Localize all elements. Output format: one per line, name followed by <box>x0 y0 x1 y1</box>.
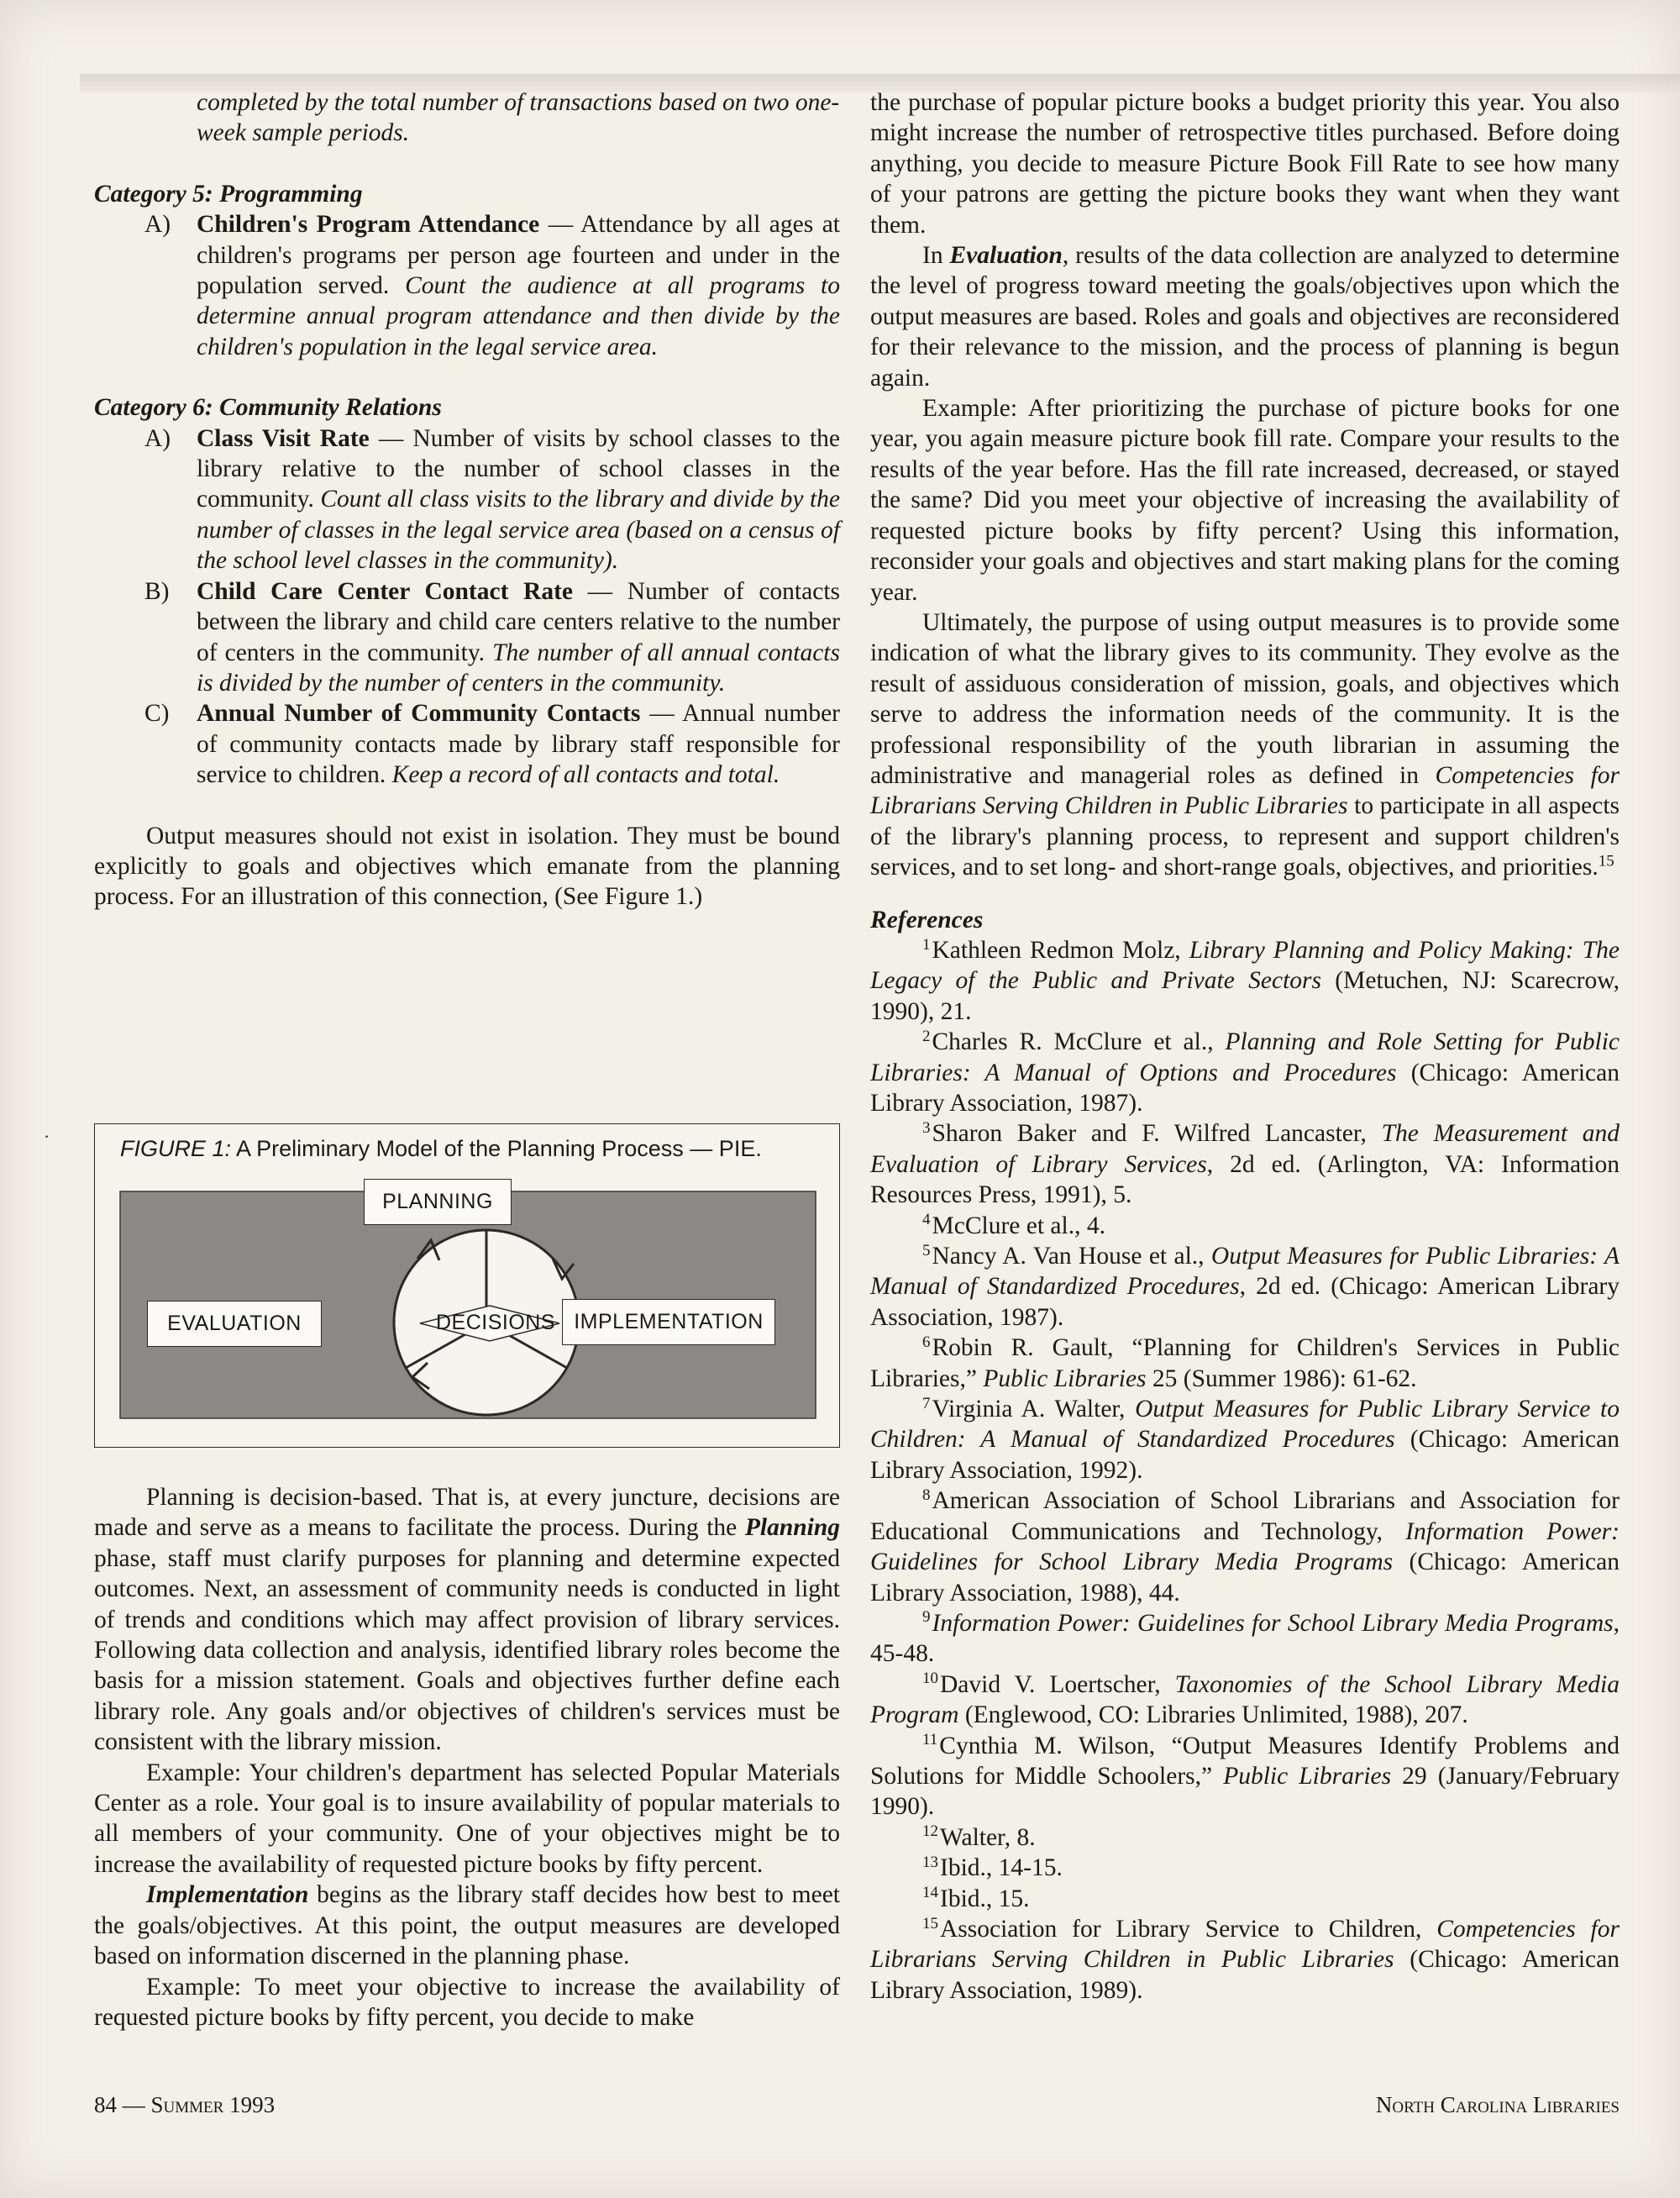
reference-text: David V. Loertscher, <box>940 1670 1175 1698</box>
evaluation-text: , results of the data collection are analyzed to determine the level of progress toward meeting the goals/objectives upon which the output measures are based. Roles and goals and objectives are reconsidered for their relevance to the mission, and the process of planning is begun again. <box>870 242 1620 392</box>
reference-text: Charles R. McClure et al., <box>932 1028 1226 1056</box>
item-desc: — Number of contacts between the library and child care centers relative to the number of centers in the community. <box>197 577 840 666</box>
item-letter: B) <box>144 577 170 605</box>
reference-title: Library Planning and Policy Making: The Legacy of the Public and Private Sectors <box>870 936 1620 995</box>
reference-item <box>870 1485 1620 1608</box>
reference-details: (Chicago: American Library Association, 1987). <box>870 1059 1620 1117</box>
implementation-term: Implementation <box>146 1881 309 1909</box>
intro-continuation: completed by the total number of transactions based on two one-week sample periods. <box>197 89 840 147</box>
reference-number: 11 <box>922 1731 938 1749</box>
reference-title: Taxonomies of the School Library Media Program <box>870 1670 1620 1729</box>
evaluation-pre: In <box>922 242 950 270</box>
item-title: Class Visit Rate <box>197 424 370 452</box>
journal-title: North Carolina Libraries <box>1375 2092 1620 2117</box>
reference-number: 1 <box>922 935 931 954</box>
reference-item <box>870 1333 1620 1394</box>
item-title: Children's Program Attendance <box>197 211 540 239</box>
reference-details: , 45-48. <box>870 1609 1620 1668</box>
reference-item <box>870 1027 1620 1118</box>
reference-number: 15 <box>922 1914 938 1932</box>
item-desc: — Attendance by all ages at children's programs per person age fourteen and under in the population served. <box>197 211 840 300</box>
reference-item <box>870 1884 1620 1914</box>
page-number: 84 — <box>94 2092 151 2117</box>
reference-item <box>870 935 1620 1027</box>
reference-details: (Chicago: American Library Association, 1988), 44. <box>870 1549 1620 1606</box>
footer-page-info <box>94 2092 275 2118</box>
reference-text: Association for Library Service to Children, <box>940 1915 1437 1943</box>
reference-title: Competencies for Librarians Serving Children in Public Libraries <box>870 1915 1620 1974</box>
spacer <box>870 883 1620 905</box>
reference-text: Walter, 8. <box>940 1823 1036 1851</box>
reference-item <box>870 1731 1620 1822</box>
reference-text: Virginia A. Walter, <box>932 1396 1136 1423</box>
references-heading: References <box>870 906 984 933</box>
reference-details: , 2d ed. (Chicago: American Library Association, 1987). <box>870 1273 1620 1331</box>
reference-number: 8 <box>922 1485 931 1504</box>
reference-number: 12 <box>922 1822 938 1841</box>
item-letter: A) <box>144 211 171 239</box>
reference-text: Ibid., 15. <box>940 1885 1030 1912</box>
item-letter: A) <box>144 424 171 452</box>
left-column-lower <box>94 1482 840 2032</box>
reference-item <box>870 1211 1620 1241</box>
reference-number: 10 <box>922 1670 938 1688</box>
cat6-item-a <box>94 423 840 576</box>
reference-number: 2 <box>922 1027 931 1045</box>
reference-details: (Chicago: American Library Association, 1989). <box>870 1946 1620 2004</box>
figure-1 <box>94 1123 840 1448</box>
implementation-box: IMPLEMENTATION <box>562 1299 775 1345</box>
reference-text: American Association of School Librarians and Association for Educational Communications and Technology, <box>870 1487 1620 1545</box>
reference-item <box>870 1241 1620 1333</box>
ultimately-text: Ultimately, the purpose of using output measures is to provide some indication of what the library gives to its community. They evolve as the result of assiduous consideration of mission, goals, and objectives which serve to address the information needs of the community. It is the professional responsibility of the youth librarian in assuming the administrative and managerial roles as defined in <box>870 608 1620 789</box>
reference-text: Sharon Baker and F. Wilfred Lancaster, <box>932 1120 1382 1148</box>
reference-text: McClure et al., 4. <box>932 1212 1105 1239</box>
planning-paragraph <box>94 1482 840 1758</box>
example-paragraph-3: Example: After prioritizing the purchase of picture books for one year, you again measure picture book fill rate. Compare your results to the results of the year before. Has the fill rate increased, decreased, or stayed the same? Did you meet your objective of increasing the availability of requested picture books by fifty percent? Using this information, reconsider your goals and objectives and start making plans for the coming year. <box>870 395 1620 606</box>
reference-item <box>870 1608 1620 1670</box>
implementation-paragraph <box>94 1880 840 1971</box>
reference-title: Information Power: Guidelines for School Library Media Programs <box>870 1517 1620 1576</box>
item-letter: C) <box>144 700 170 728</box>
planning-term: Planning <box>744 1514 840 1542</box>
reference-number: 4 <box>922 1211 931 1229</box>
reference-number: 7 <box>922 1394 931 1412</box>
reference-details: (Chicago: American Library Association, 1992). <box>870 1426 1620 1484</box>
margin-dot: · <box>44 1126 50 1147</box>
reference-text: Ibid., 14-15. <box>940 1854 1063 1882</box>
spacer <box>94 791 840 821</box>
cat6-item-c <box>94 698 840 790</box>
planning-text-b: phase, staff must clarify purposes for planning and determine expected outcomes. Next, an assessment of community needs is conducted in light of trends and conditions which may affect provision of library services. Following data collection and analysis, identified library roles become the basis for a mission statement. Goals and objectives further define each library role. Any goals and/or objectives of children's services must be consistent with the library mission. <box>94 1544 840 1756</box>
decisions-label: DECISIONS <box>436 1311 556 1334</box>
category-6-heading: Category 6: Community Relations <box>94 394 442 422</box>
reference-details: , 2d ed. (Arlington, VA: Information Resources Press, 1991), 5. <box>870 1150 1620 1209</box>
reference-title: Output Measures for Public Libraries: A Manual of Standardized Procedures <box>870 1243 1620 1301</box>
issue-season: Summer <box>150 2092 224 2117</box>
cat6-item-b <box>94 576 840 699</box>
ultimately-end: to participate in all aspects of the library's planning process, to represent and support children's services, and to set long- and short-range goals, objectives, and priorities. <box>870 792 1620 881</box>
reference-item <box>870 1914 1620 2006</box>
reference-number: 14 <box>922 1884 938 1902</box>
item-title: Annual Number of Community Contacts <box>197 700 641 728</box>
item-desc: — Annual number of community contacts made by library staff responsible for service to children. <box>197 700 840 789</box>
reference-text: Robin R. Gault, “Planning for Children's Services in Public Libraries,” <box>870 1334 1620 1392</box>
evaluation-term: Evaluation <box>949 242 1063 270</box>
reference-text: Cynthia M. Wilson, “Output Measures Identify Problems and Solutions for Middle Schoolers,” <box>870 1732 1620 1790</box>
reference-item <box>870 1822 1620 1853</box>
output-measures-paragraph: Output measures should not exist in isolation. They must be bound explicitly to goals and objectives which emanate from the planning process. For an illustration of this connection, (See Figure 1.) <box>94 822 840 911</box>
continued-paragraph: the purchase of popular picture books a budget priority this year. You also might increase the number of retrospective titles purchased. Before doing anything, you decide to measure Picture Book Fill Rate to see how many of your patrons are getting the picture books they want when they want them. <box>870 89 1620 239</box>
footnote-marker: 15 <box>1598 852 1614 870</box>
left-column <box>94 87 840 912</box>
reference-number: 5 <box>922 1241 931 1259</box>
reference-details: (Metuchen, NJ: Scarecrow, 1990), 21. <box>870 967 1620 1025</box>
reference-title: Output Measures for Public Library Service to Children: A Manual of Standardized Procedures <box>870 1396 1620 1454</box>
example-paragraph-1: Example: Your children's department has selected Popular Materials Center as a role. Your goal is to insure availability of popular materials to all members of your community. One of your objectives might be to increase the availability of requested picture books by fifty percent. <box>94 1759 840 1878</box>
figure-caption-label: FIGURE 1: <box>120 1136 232 1161</box>
evaluation-paragraph <box>870 240 1620 393</box>
reference-item <box>870 1853 1620 1883</box>
references-list <box>870 935 1620 2006</box>
reference-text: Kathleen Redmon Molz, <box>932 936 1189 964</box>
reference-number: 13 <box>922 1853 938 1871</box>
reference-details: (Englewood, CO: Libraries Unlimited, 1988), 207. <box>958 1701 1468 1729</box>
planning-box: PLANNING <box>364 1179 512 1225</box>
reference-item <box>870 1394 1620 1485</box>
item-instructions: Count the audience at all programs to determine annual program attendance and then divide by the children's population in the legal service area. <box>197 272 840 360</box>
reference-title: Public Libraries <box>983 1365 1147 1392</box>
reference-title: Information Power: Guidelines for School Library Media Programs <box>932 1609 1614 1637</box>
reference-title: Public Libraries <box>1223 1762 1392 1790</box>
item-instructions: Keep a record of all contacts and total. <box>391 761 780 789</box>
implementation-text: begins as the library staff decides how best to meet the goals/objectives. At this point, the output measures are developed based on information discerned in the planning phase. <box>94 1881 840 1970</box>
item-instructions: The number of all annual contacts is divided by the number of centers in the community. <box>197 639 840 697</box>
reference-number: 9 <box>922 1608 931 1627</box>
reference-item <box>870 1670 1620 1731</box>
evaluation-box: EVALUATION <box>147 1301 322 1347</box>
right-column <box>870 87 1620 2006</box>
planning-text-a: Planning is decision-based. That is, at every juncture, decisions are made and serve as a means to facilitate the process. During the <box>94 1484 840 1542</box>
reference-text: Nancy A. Van House et al., <box>932 1243 1211 1270</box>
ultimately-paragraph <box>870 607 1620 883</box>
item-title: Child Care Center Contact Rate <box>197 577 574 605</box>
competencies-title: Competencies for Librarians Serving Children in Public Libraries <box>870 761 1620 820</box>
cat5-item-a <box>94 209 840 362</box>
item-desc: — Number of visits by school classes to the library relative to the number of school classes in the community. <box>197 424 840 513</box>
issue-year: 1993 <box>223 2092 276 2117</box>
reference-number: 6 <box>922 1333 931 1351</box>
category-5-heading: Category 5: Programming <box>94 180 363 208</box>
reference-details: 25 (Summer 1986): 61-62. <box>1146 1365 1417 1392</box>
figure-caption-text: A Preliminary Model of the Planning Process — PIE. <box>231 1136 762 1161</box>
reference-item <box>870 1118 1620 1210</box>
reference-title: Planning and Role Setting for Public Libraries: A Manual of Options and Procedures <box>870 1028 1620 1086</box>
reference-number: 3 <box>922 1118 931 1137</box>
reference-details: 29 (January/February 1990). <box>870 1762 1620 1821</box>
item-instructions: Count all class visits to the library and divide by the number of classes in the legal service area (based on a census of the school level classes in the community). <box>197 486 840 575</box>
reference-title: The Measurement and Evaluation of Library Services <box>870 1120 1620 1178</box>
figure-diagram <box>95 1124 841 1449</box>
example-paragraph-2: Example: To meet your objective to increase the availability of requested picture books by fifty percent, you decide to make <box>94 1973 840 2031</box>
